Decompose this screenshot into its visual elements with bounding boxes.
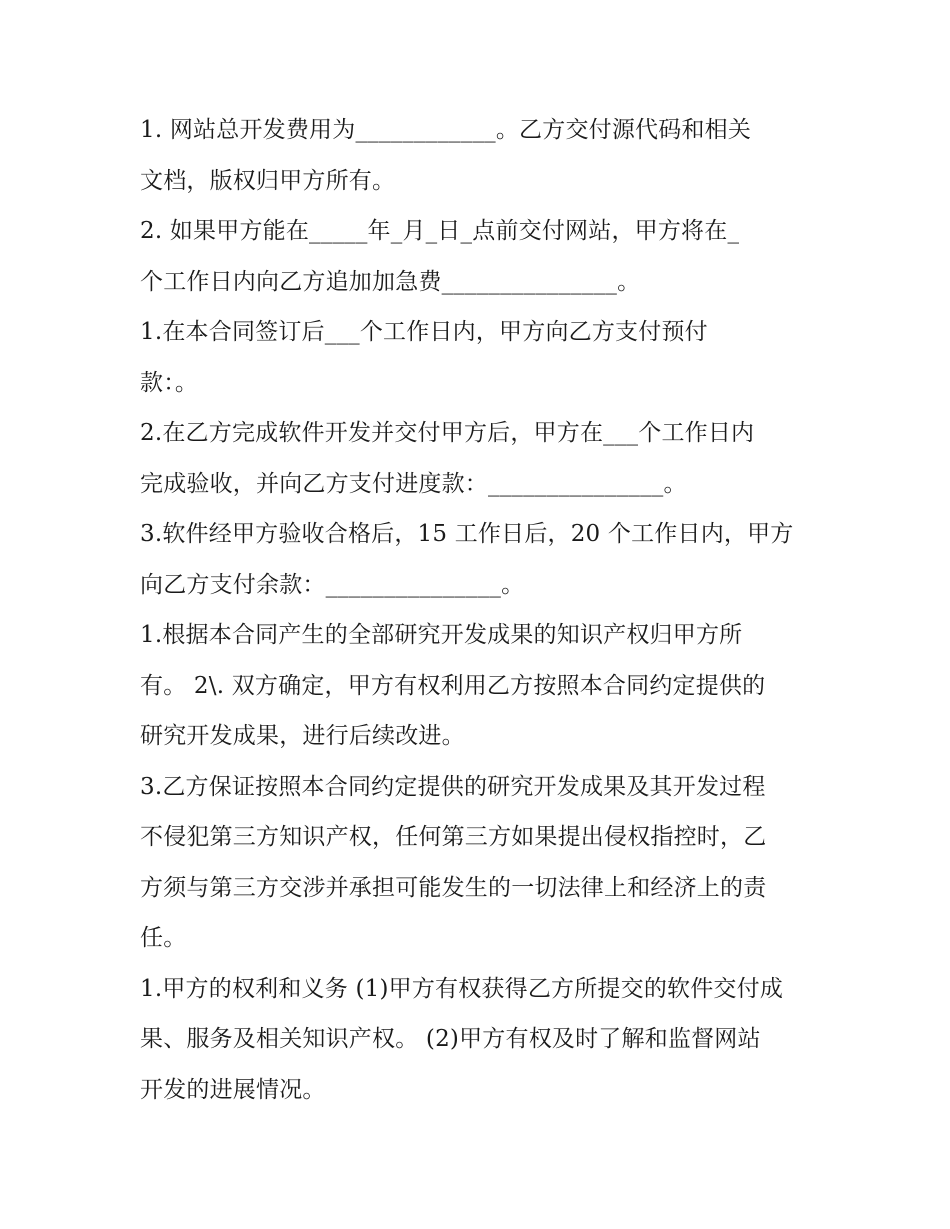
text-line: 2. 如果甲方能在_____年_月_日_点前交付网站，甲方将在_ (140, 218, 740, 244)
text-line: 1.根据本合同产生的全部研究开发成果的知识产权归甲方所 (140, 622, 743, 648)
text-line: 开发的进展情况。 (140, 1076, 326, 1103)
text-line: 3.乙方保证按照本合同约定提供的研究开发成果及其开发过程 (140, 773, 766, 800)
text-line: 款：。 (140, 369, 199, 396)
text-line: 有。 2\. 双方确定，甲方有权利用乙方按照本合同约定提供的 (140, 672, 766, 699)
text-line: 1. 网站总开发费用为____________。乙方交付源代码和相关 (140, 117, 752, 143)
text-line: 向乙方支付余款：_______________。 (140, 571, 525, 598)
text-line: 果、服务及相关知识产权。 (2)甲方有权及时了解和监督网站 (140, 1026, 761, 1052)
text-line: 3.软件经甲方验收合格后，15 工作日后，20 个工作日内，甲方 (140, 521, 794, 547)
text-line: 不侵犯第三方知识产权，任何第三方如果提出侵权指控时，乙 (140, 824, 767, 850)
text-line: 2.在乙方完成软件开发并交付甲方后，甲方在___个工作日内 (140, 420, 755, 446)
text-line: 文档，版权归甲方所有。 (140, 167, 396, 194)
text-line: 方须与第三方交涉并承担可能发生的一切法律上和经济上的责 (140, 874, 767, 901)
text-line: 1.在本合同签订后___个工作日内，甲方向乙方支付预付 (140, 319, 708, 345)
text-line: 任。 (140, 925, 187, 951)
text-line: 研究开发成果，进行后续改进。 (140, 723, 465, 749)
text-line: 1.甲方的权利和义务 (1)甲方有权获得乙方所提交的软件交付成 (140, 975, 784, 1002)
text-line: 完成验收，并向乙方支付进度款：_______________。 (140, 470, 687, 497)
document-body (140, 105, 812, 1115)
text-line: 个工作日内向乙方追加加急费_______________。 (140, 268, 641, 295)
